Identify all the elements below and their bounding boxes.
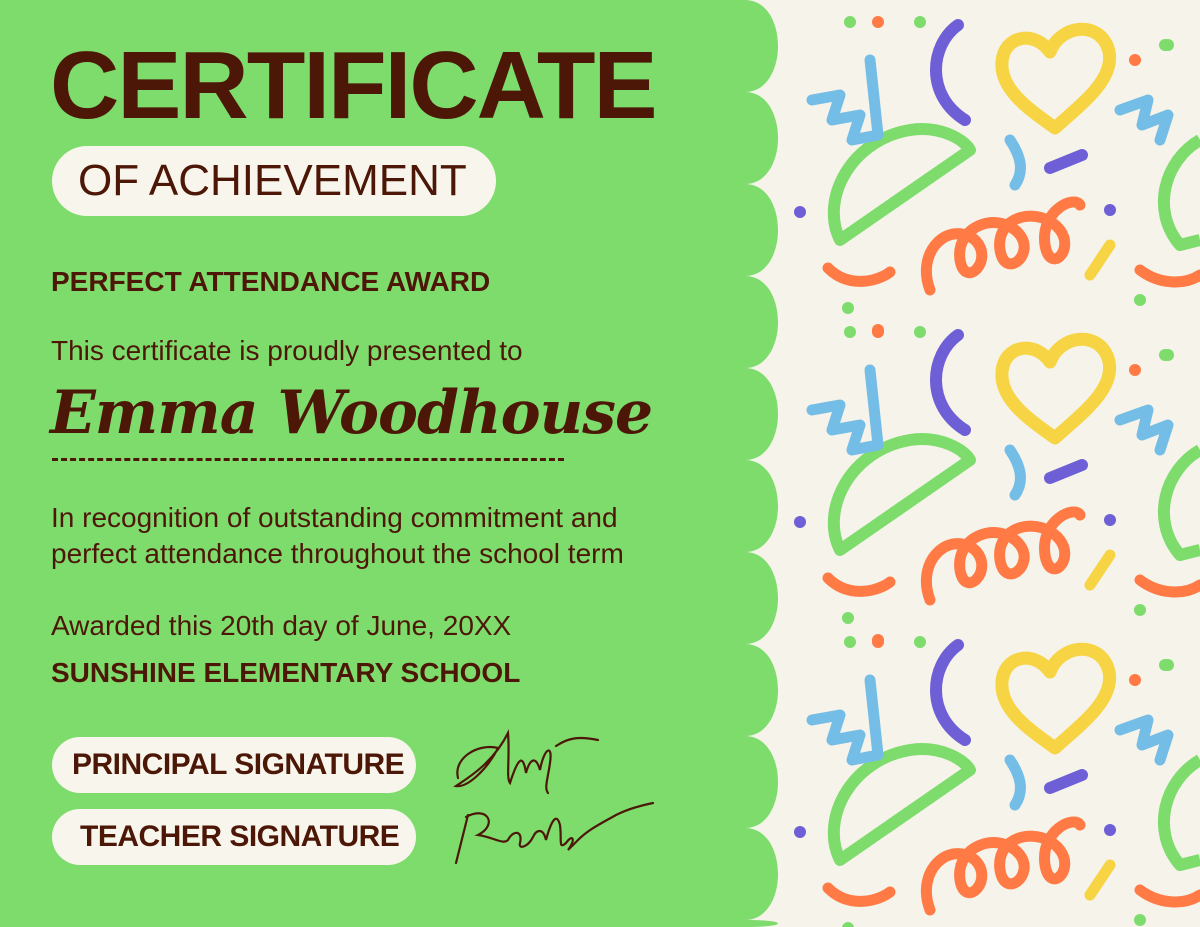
award-name: PERFECT ATTENDANCE AWARD xyxy=(51,266,491,297)
recognition-text-line-2: perfect attendance throughout the school term xyxy=(51,538,624,569)
certificate-subtitle: OF ACHIEVEMENT xyxy=(78,156,467,205)
awarded-date: Awarded this 20th day of June, 20XX xyxy=(51,610,512,641)
recipient-name: Emma Woodhouse xyxy=(50,378,653,448)
teacher-signature xyxy=(448,795,658,870)
school-name: SUNSHINE ELEMENTARY SCHOOL xyxy=(51,657,521,688)
presented-text: This certificate is proudly presented to xyxy=(51,335,523,366)
certificate-title: CERTIFICATE xyxy=(50,32,656,139)
name-underline xyxy=(52,458,564,461)
principal-signature-label: PRINCIPAL SIGNATURE xyxy=(72,748,405,781)
principal-signature xyxy=(448,718,608,798)
teacher-signature-label: TEACHER SIGNATURE xyxy=(80,820,400,853)
recognition-text-line-1: In recognition of outstanding commitment and xyxy=(51,502,618,533)
